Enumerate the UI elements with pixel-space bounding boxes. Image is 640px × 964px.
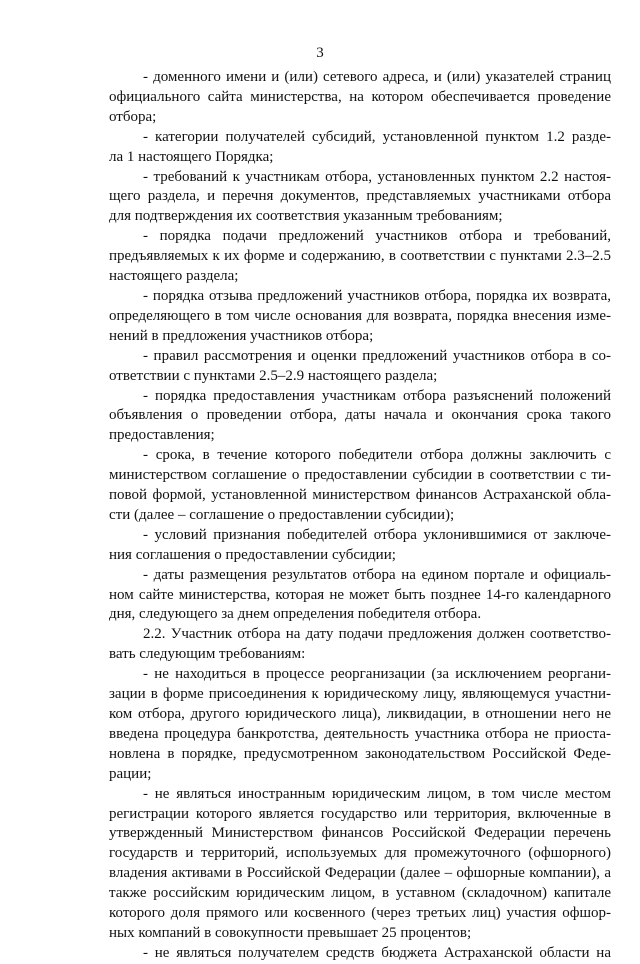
text-line: ком отбора, другого юридического лица), ликвидации, в отношении него не	[109, 706, 611, 722]
text-line: - доменного имени и (или) сетевого адреса, и (или) указателей страниц	[143, 69, 611, 85]
text-line: официального сайта министерства, на котором обеспечивается проведение	[109, 88, 611, 105]
text-line: рации;	[109, 765, 152, 782]
text-line: введена процедура банкротства, деятельность участника отбора не приоста-	[109, 725, 611, 742]
text-line: нений в предложения участников отбора;	[109, 327, 374, 344]
text-line: повой формой, установленной министерством финансов Астраханской обла-	[109, 487, 611, 504]
text-line: зации в форме присоединения к юридическому лицу, являющемуся участни-	[109, 686, 611, 703]
text-line: объявления о проведении отбора, даты начала и окончания срока такого	[109, 407, 611, 424]
text-line: государств и территорий, используемых для промежуточного (офшорного)	[109, 845, 611, 862]
text-line: предъявляемых к их форме и содержанию, в соответствии с пунктами 2.3–2.5	[109, 248, 611, 265]
text-line: которого доля прямого или косвенного (через третьих лиц) участия офшор-	[109, 905, 611, 922]
text-line: 2.2. Участник отбора на дату подачи предложения должен соответство-	[143, 626, 611, 643]
text-line: - срока, в течение которого победители отбора должны заключить с	[143, 447, 611, 464]
text-line: - правил рассмотрения и оценки предложений участников отбора в со-	[143, 347, 611, 364]
page-number: 3	[316, 45, 324, 61]
text-line: - порядка отзыва предложений участников отбора, порядка их возврата,	[143, 287, 611, 304]
text-line: - категории получателей субсидий, установленной пунктом 1.2 разде-	[143, 128, 611, 145]
text-line: - условий признания победителей отбора уклонившимися от заключе-	[143, 526, 611, 543]
text-line: утвержденный Министерством финансов Российской Федерации перечень	[109, 825, 611, 842]
text-line: также российским юридическим лицом, в уставном (складочном) капитале	[109, 885, 611, 902]
text-line: отбора;	[109, 108, 157, 125]
text-line: - требований к участникам отбора, установленных пунктом 2.2 настоя-	[143, 168, 611, 185]
text-line: владения активами в Российской Федерации (далее – офшорные компании), а	[109, 865, 611, 882]
text-line: предоставления;	[109, 427, 215, 444]
text-line: ния соглашения о предоставлении субсидии;	[109, 546, 396, 563]
text-line: для подтверждения их соответствия указанным требованиям;	[109, 208, 503, 225]
text-line: - не находиться в процессе реорганизации (за исключением реоргани-	[143, 666, 611, 683]
text-line: определяющего в том числе основания для возврата, порядка внесения изме-	[109, 307, 611, 324]
text-line: новлена в порядке, предусмотренном законодательством Российской Феде-	[109, 745, 611, 762]
body-text	[109, 68, 611, 964]
text-line: министерством соглашение о предоставлении субсидии в соответствии с ти-	[109, 467, 611, 484]
text-line: вать следующим требованиям:	[109, 646, 306, 663]
text-line: - не являться иностранным юридическим лицом, в том числе местом	[143, 785, 611, 802]
text-line: - порядка предоставления участникам отбора разъяснений положений	[143, 387, 611, 404]
text-line: дня, следующего за днем определения победителя отбора.	[109, 606, 482, 623]
text-line: щего раздела, и перечня документов, представляемых участниками отбора	[109, 188, 611, 205]
text-line: ных компаний в совокупности превышает 25 процентов;	[109, 924, 472, 941]
text-line: ном сайте министерства, которая не может быть позднее 14-го календарного	[109, 586, 611, 603]
text-line: ответствии с пунктами 2.5–2.9 настоящего раздела;	[109, 367, 438, 384]
text-line: сти (далее – соглашение о предоставлении субсидии);	[109, 506, 455, 523]
text-line: - не являться получателем средств бюджета Астраханской области на	[143, 944, 611, 961]
text-line: настоящего раздела;	[109, 268, 239, 285]
text-line: - порядка подачи предложений участников отбора и требований,	[143, 228, 611, 245]
text-line: регистрации которого является государство или территория, включенные в	[109, 805, 611, 822]
text-line: ла 1 настоящего Порядка;	[109, 148, 274, 165]
text-line: - даты размещения результатов отбора на едином портале и официаль-	[143, 566, 611, 583]
